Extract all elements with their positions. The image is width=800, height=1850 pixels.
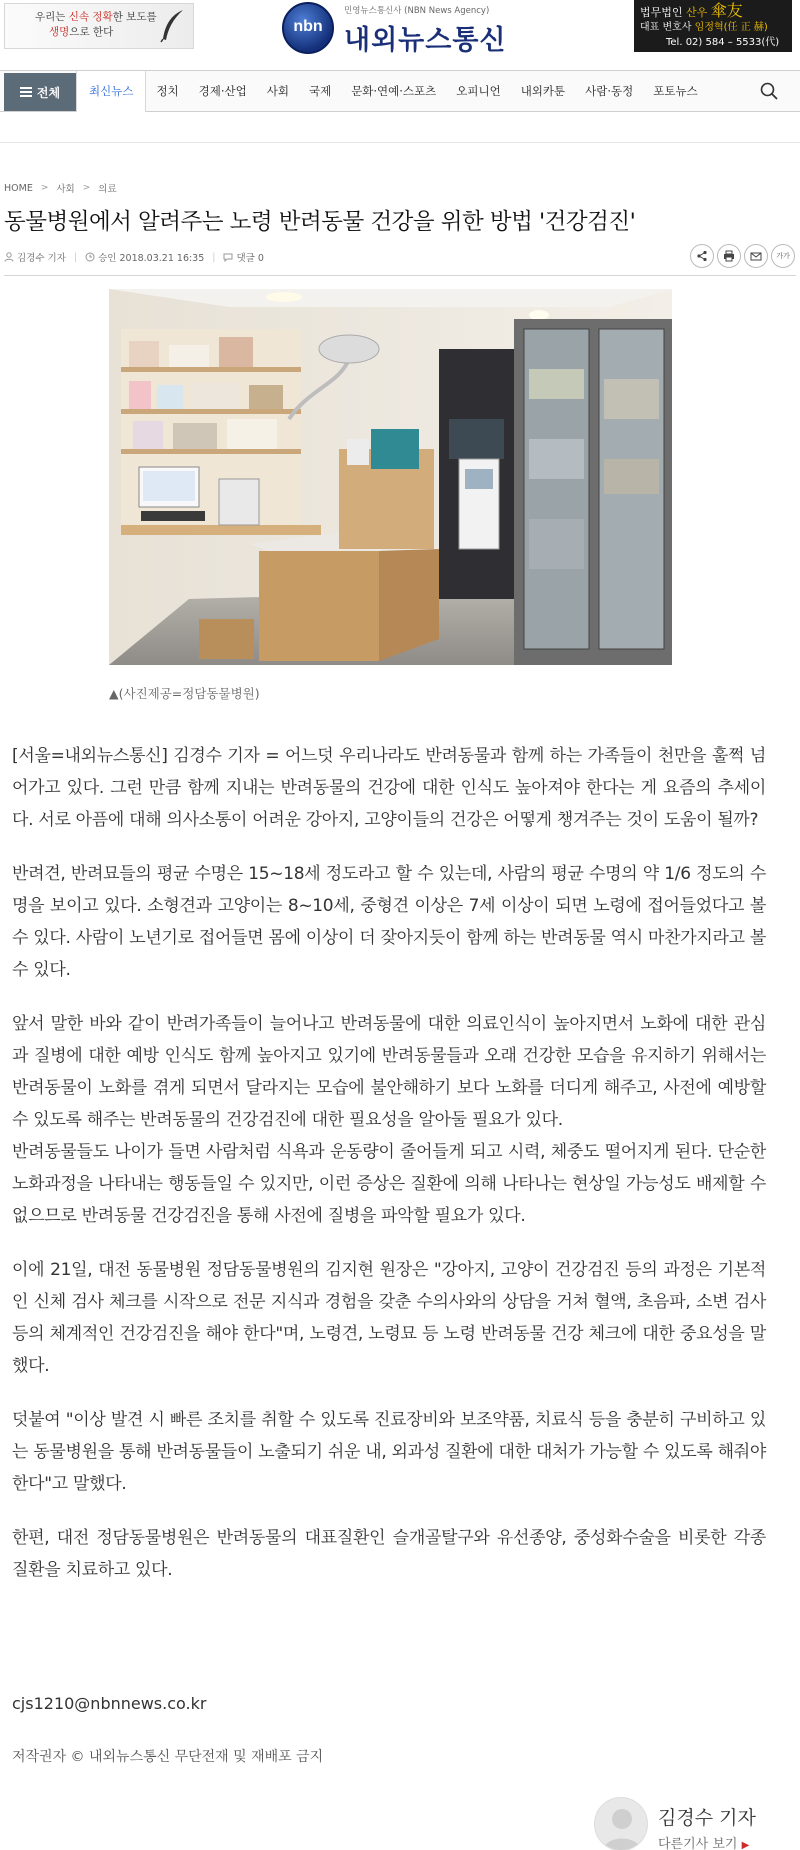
comment-icon bbox=[223, 252, 233, 262]
reporter-box bbox=[594, 1797, 794, 1850]
article-paragraph: 반려견, 반려묘들의 평균 수명은 15~18세 정도라고 할 수 있는데, 사람의 평균 수명의 약 1/6 정도의 수명을 보이고 있다. 소형견과 고양이는 8~10세, 중형견 이상은 7세 이상이 되면 노령에 접어들었다고 볼 수 있다. 사람이 노년기로 접어들면 몸에 이상이 더 잦아지듯이 함께 하는 반려동물 역시 마찬가지라고 볼 수 있다. bbox=[12, 864, 766, 980]
nav-item[interactable]: 정치 bbox=[156, 84, 179, 98]
ad-banner-left[interactable] bbox=[4, 3, 194, 49]
ad-left-text: 한 보도를 bbox=[112, 11, 157, 23]
article-paragraph: 덧붙여 "이상 발견 시 빠른 조치를 취할 수 있도록 진료장비와 보조약품, 치료식 등을 충분히 구비하고 있는 동물병원을 통해 반려동물들이 노출되기 쉬운 내, 외과성 질환에 대한 대처가 가능할 수 있도록 해줘야 한다"고 말했다. bbox=[12, 1410, 766, 1494]
breadcrumb-section[interactable]: 사회 bbox=[56, 184, 75, 195]
photo-caption: ▲(사진제공=정담동물병원) bbox=[109, 686, 260, 701]
triangle-right-icon: ▶ bbox=[741, 1840, 750, 1850]
ad-left-highlight: 신속 정확 bbox=[68, 11, 113, 23]
reporter-more-articles-link[interactable] bbox=[658, 1833, 749, 1850]
share-button[interactable] bbox=[690, 244, 714, 268]
meta-divider: | bbox=[73, 251, 78, 263]
ad-left-text: 으로 한다 bbox=[69, 26, 114, 38]
quill-icon bbox=[159, 9, 185, 43]
nav-item[interactable]: 문화·연예·스포츠 bbox=[351, 84, 437, 98]
ad-right-phone: Tel. 02) 584 – 5533(代) bbox=[666, 37, 780, 48]
reporter-name: 김경수 기자 bbox=[658, 1807, 756, 1829]
article-title: 동물병원에서 알려주는 노령 반려동물 건강을 위한 방법 '건강검진' bbox=[4, 209, 636, 235]
header-divider bbox=[0, 142, 800, 143]
approved-date: 승인 2018.03.21 16:35 bbox=[98, 253, 205, 264]
search-icon[interactable] bbox=[760, 82, 778, 100]
ad-right-hanja: 傘友 bbox=[710, 1, 743, 20]
article-tools bbox=[690, 244, 795, 268]
nav-all-button[interactable] bbox=[4, 73, 76, 111]
nav-item[interactable]: 내외카툰 bbox=[520, 84, 566, 98]
reporter-email[interactable]: cjs1210@nbnnews.co.kr bbox=[12, 1694, 207, 1713]
clock-icon bbox=[85, 252, 95, 262]
nav-all-label: 전체 bbox=[36, 85, 61, 100]
nav-item[interactable]: 경제·산업 bbox=[198, 84, 247, 98]
author-name: 김경수 기자 bbox=[17, 253, 66, 264]
breadcrumb-subsection[interactable]: 의료 bbox=[98, 184, 117, 195]
mail-icon bbox=[750, 250, 762, 262]
article-paragraph: 이에 21일, 대전 동물병원 정담동물병원의 김지현 원장은 "강아지, 고양이 건강검진 등의 과정은 기본적인 신체 검사 체크를 시작으로 전문 지식과 경험을 갖춘 수의사와의 상담을 거쳐 혈액, 초음파, 소변 검사 등의 체계적인 건강검진을 해야 한다"며, 노령견, 노령묘 등 노령 반려동물 건강 체크에 대한 중요성을 말했다. bbox=[12, 1260, 766, 1376]
print-button[interactable] bbox=[717, 244, 741, 268]
logo-subtitle: 민영뉴스통신사 (NBN News Agency) bbox=[344, 6, 490, 16]
article-paragraph: 반려동물들도 나이가 들면 사람처럼 식욕과 운동량이 줄어들게 되고 시력, 체중도 떨어지게 된다. 단순한 노화과정을 나타내는 행동들일 수 있지만, 이런 증상은 질환에 의해 나타나는 현상일 가능성도 배제할 수 없으므로 반려동물 건강검진을 통해 사전에 질병을 파악할 필요가 있다. bbox=[12, 1142, 766, 1226]
font-size-button[interactable] bbox=[771, 244, 795, 268]
nav-item[interactable]: 사회 bbox=[266, 84, 289, 98]
nav-item[interactable]: 국제 bbox=[308, 84, 332, 98]
article-body bbox=[12, 740, 766, 1608]
font-size-label: 가가 bbox=[776, 252, 790, 260]
breadcrumb bbox=[4, 181, 117, 195]
menu-icon bbox=[20, 87, 32, 97]
default-avatar-icon bbox=[595, 1798, 648, 1850]
approved-info bbox=[85, 250, 204, 264]
copyright-notice: 저작권자 © 내외뉴스통신 무단전재 및 재배포 금지 bbox=[12, 1749, 324, 1765]
main-nav bbox=[0, 70, 800, 112]
chevron-right-icon: > bbox=[40, 183, 49, 193]
more-articles-label: 다른기사 보기 bbox=[658, 1837, 738, 1850]
nav-item[interactable]: 사람·동정 bbox=[585, 84, 634, 98]
ad-right-text: 법무법인 bbox=[640, 6, 687, 19]
ad-right-text: 대표 변호사 bbox=[640, 22, 695, 33]
nav-item[interactable]: 포토뉴스 bbox=[653, 84, 698, 98]
logo-name: 내외뉴스통신 bbox=[344, 25, 507, 56]
email-button[interactable] bbox=[744, 244, 768, 268]
ad-right-highlight: 임정혁(任 正 赫) bbox=[694, 22, 768, 33]
meta-divider: | bbox=[212, 251, 216, 263]
article-meta bbox=[4, 250, 264, 264]
user-icon bbox=[4, 252, 14, 262]
chevron-right-icon: > bbox=[82, 183, 91, 193]
article-paragraph: 앞서 말한 바와 같이 반려가족들이 늘어나고 반려동물에 대한 의료인식이 높아지면서 노화에 대한 관심과 질병에 대한 예방 인식도 함께 높아지고 있기에 반려동물들과 오래 건강한 모습을 유지하기 위해서는 반려동물이 노화를 겪게 되면서 달라지는 모습에 불안해하기 보다 노화를 더디게 해주고, 사전에 예방할 수 있도록 해주는 반려동물의 건강검진에 대한 필요성을 알아둘 필요가 있다. bbox=[12, 1014, 766, 1130]
ad-right-highlight: 산우 bbox=[686, 6, 708, 19]
article-paragraph: [서울=내외뉴스통신] 김경수 기자 = 어느덧 우리나라도 반려동물과 함께 하는 가족들이 천만을 훌쩍 넘어가고 있다. 그런 만큼 함께 지내는 반려동물의 건강에 대한 인식도 높아져야 한다는 게 요즘의 추세이다. 서로 아픔에 대해 의사소통이 어려운 강아지, 고양이들의 건강은 어떻게 챙겨주는 것이 도움이 될까? bbox=[12, 746, 766, 830]
ad-left-text: 우리는 bbox=[35, 11, 69, 23]
author-info bbox=[4, 250, 66, 264]
meta-divider-line bbox=[4, 275, 796, 276]
logo-mark: nbn bbox=[282, 2, 334, 54]
clinic-room-image bbox=[109, 289, 672, 665]
article-paragraph: 한편, 대전 정담동물병원은 반려동물의 대표질환인 슬개골탈구와 유선종양, 중성화수술을 비롯한 각종 질환을 치료하고 있다. bbox=[12, 1528, 766, 1580]
share-icon bbox=[696, 250, 708, 262]
avatar bbox=[594, 1797, 648, 1850]
nav-item[interactable]: 최신뉴스 bbox=[76, 71, 146, 112]
site-logo[interactable] bbox=[282, 2, 522, 54]
print-icon bbox=[723, 250, 735, 262]
nav-item[interactable]: 오피니언 bbox=[456, 84, 501, 98]
ad-left-highlight: 생명 bbox=[49, 26, 70, 38]
comment-count: 댓글 0 bbox=[236, 253, 264, 264]
article-photo bbox=[109, 289, 672, 665]
ad-banner-right[interactable] bbox=[634, 0, 792, 52]
top-banner bbox=[0, 0, 800, 58]
comments-info[interactable] bbox=[223, 250, 263, 264]
nav-items bbox=[76, 71, 708, 111]
breadcrumb-home[interactable]: HOME bbox=[4, 182, 33, 194]
